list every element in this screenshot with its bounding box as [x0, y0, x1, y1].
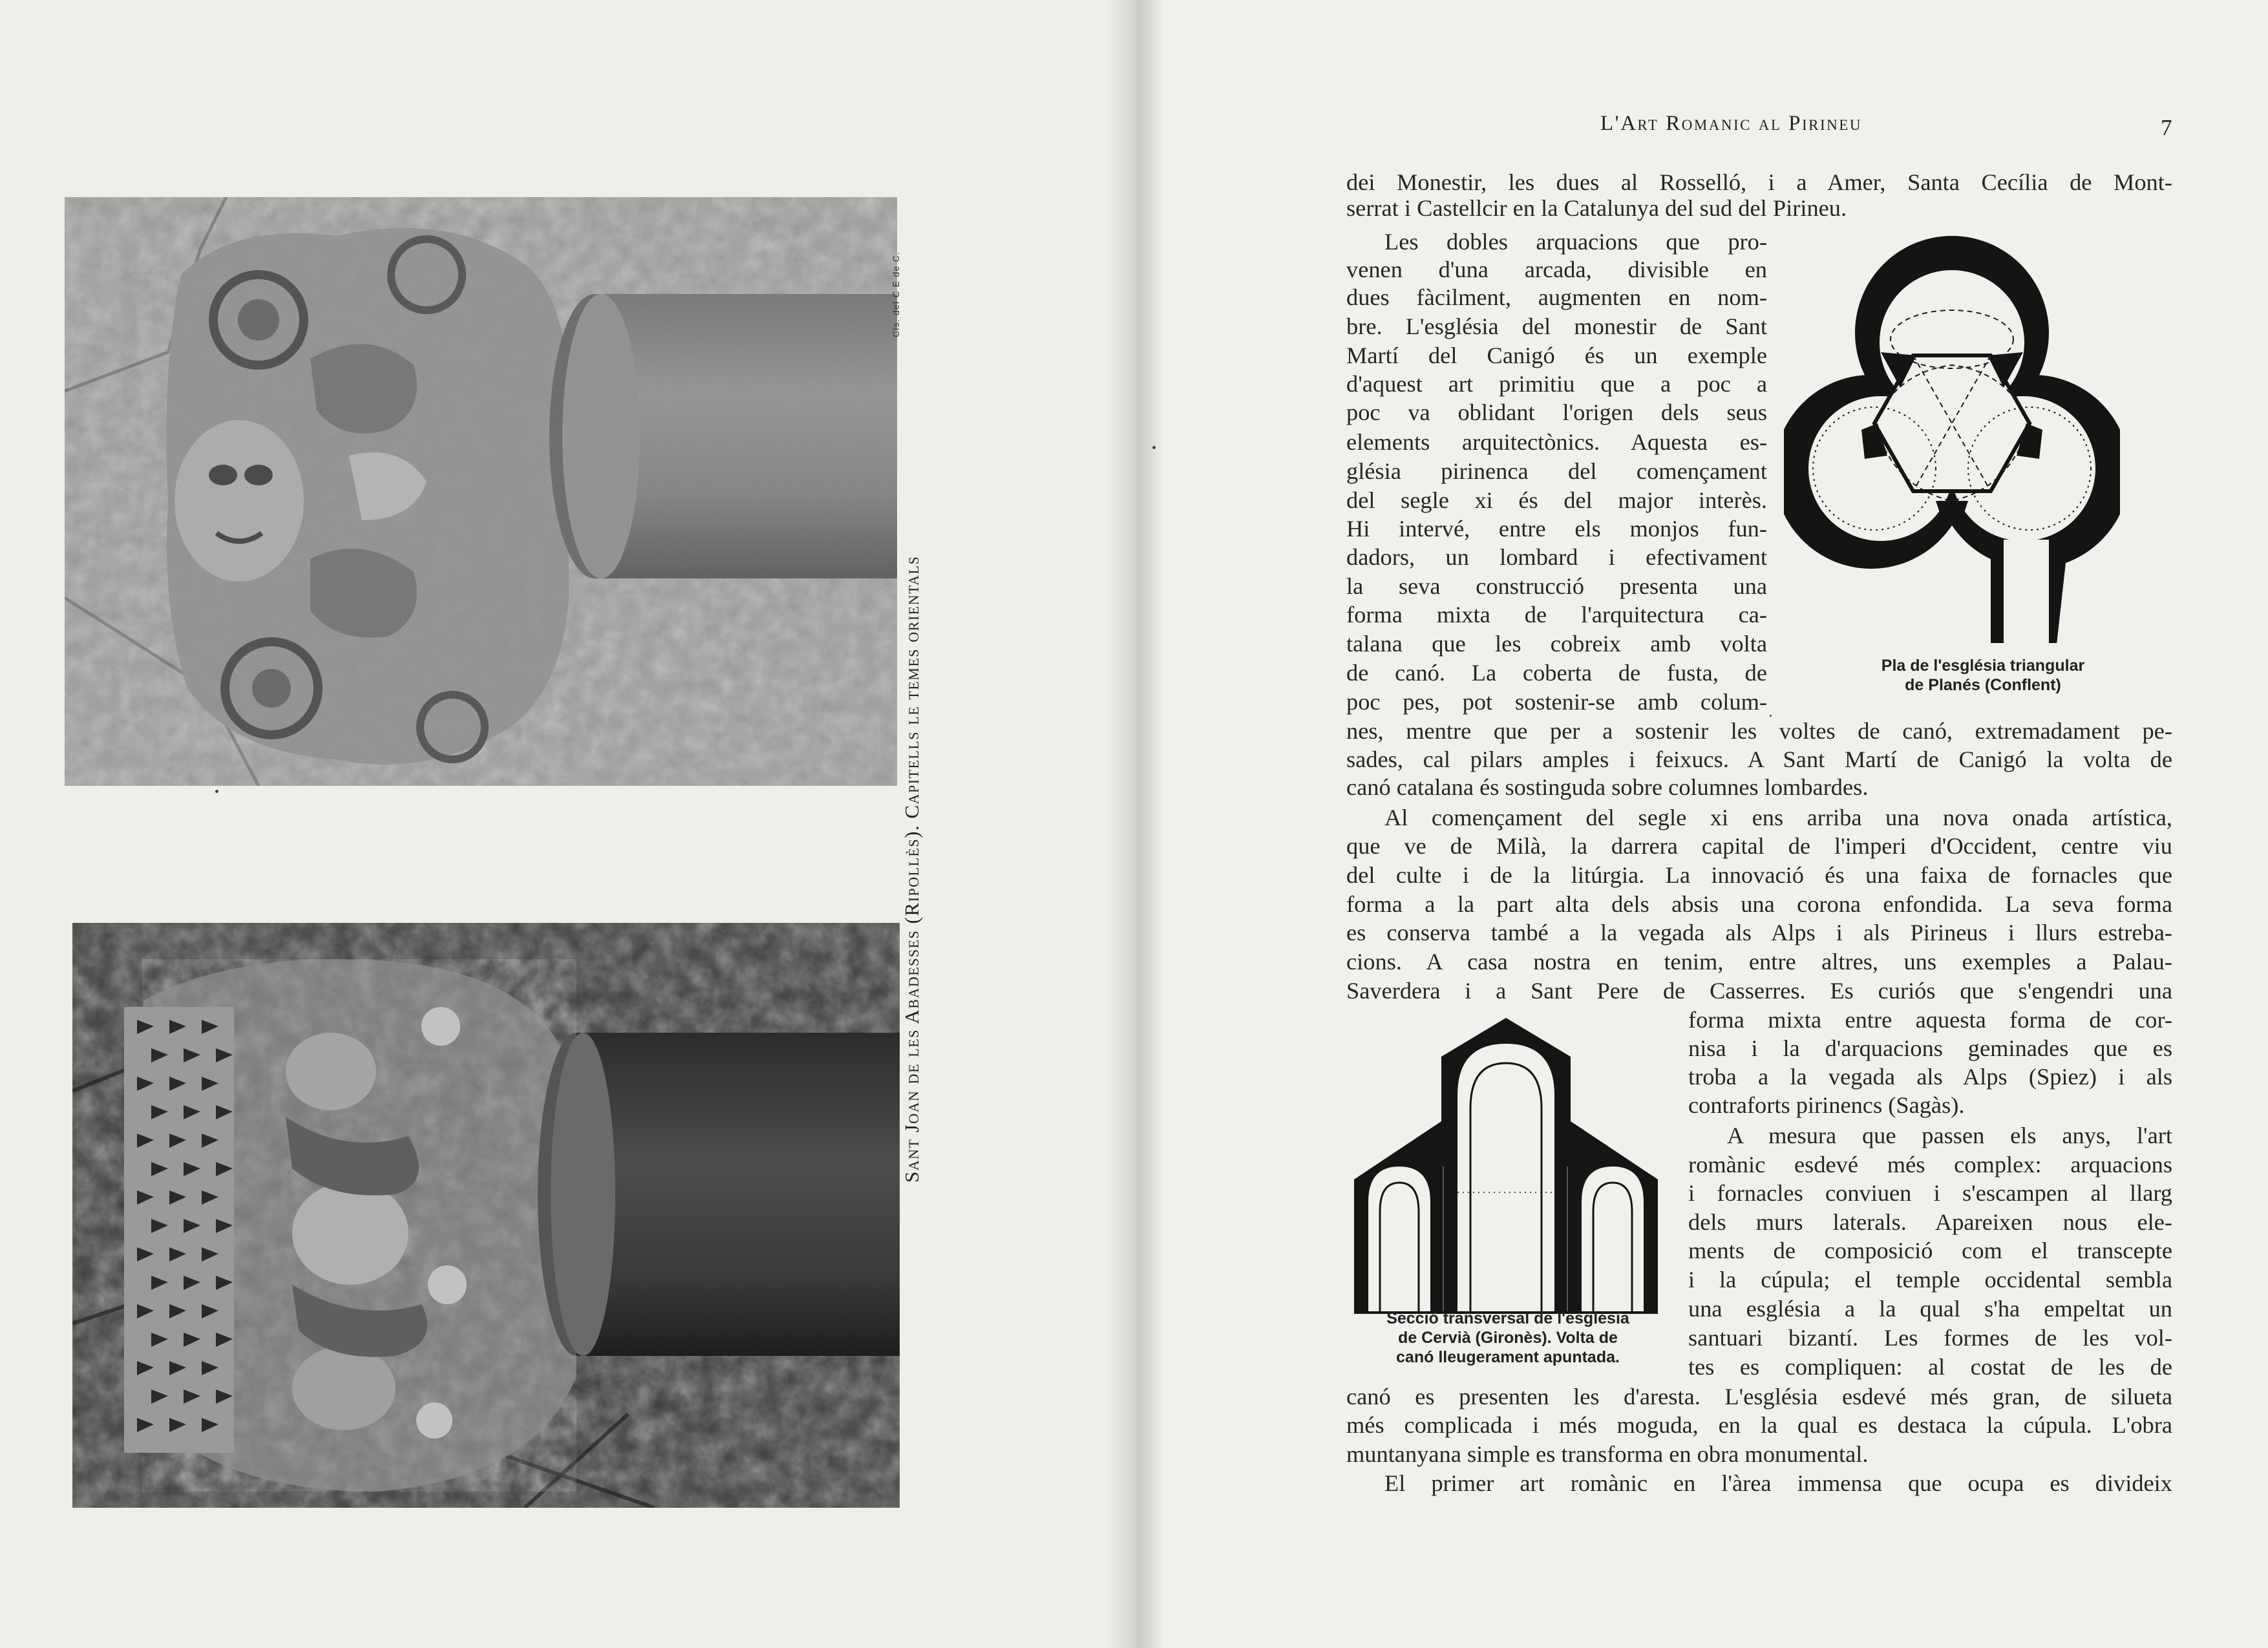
text-line: El primer art romànic en l'àrea immensa que ocupa es divideix — [1384, 1470, 2172, 1496]
text-line: poc va oblidant l'origen dels seus — [1346, 399, 1767, 425]
text-line: forma a la part alta dels absis una corona enfondida. La seva forma — [1346, 891, 2172, 917]
text-line: dadors, un lombard i efectivament — [1346, 544, 1767, 570]
church-plan-figure — [1784, 236, 2120, 643]
left-page — [0, 0, 1132, 1648]
text-line: santuari bizantí. Les formes de les vol- — [1688, 1325, 2172, 1351]
text-line: canó es presenten les d'aresta. L'església esdevé més gran, de silueta — [1346, 1384, 2172, 1410]
text-line: cions. A casa nostra en tenim, entre altres, uns exemples a Palau- — [1346, 949, 2172, 975]
text-line: Martí del Canigó és un exemple — [1346, 343, 1767, 368]
text-line: canó catalana és sostinguda sobre columnes lombardes. — [1346, 774, 1869, 800]
text-line: dues fàcilment, augmenten en nom- — [1346, 284, 1767, 310]
text-line: que ve de Milà, la darrera capital de l'imperi d'Occident, centre viu — [1346, 833, 2172, 859]
text-line: poc pes, pot sostenir-se amb colum- — [1346, 689, 1767, 715]
text-line: Saverdera i a Sant Pere de Casserres. Es curiós que s'engendri una — [1346, 978, 2172, 1004]
caption-line: Pla de l'església triangular — [1881, 657, 2085, 675]
text-line: elements arquitectònics. Aquesta es- — [1346, 429, 1767, 455]
text-line: del culte i de la litúrgia. La innovació és una faixa de fornacles que — [1346, 862, 2172, 888]
text-line: Al començament del segle xi ens arriba una nova onada artística, — [1384, 805, 2172, 830]
section-figure-caption — [1346, 1309, 1669, 1367]
text-line: romànic esdevé més complex: arquacions — [1688, 1152, 2172, 1178]
text-line: bre. L'església del monestir de Sant — [1346, 313, 1767, 339]
text-line: A mesura que passen els anys, l'art — [1727, 1123, 2172, 1148]
text-line: una església a la qual s'ha empeltat un — [1688, 1296, 2172, 1322]
text-line: més complicada i més moguda, en la qual es destaca la cúpula. L'obra — [1346, 1412, 2172, 1438]
page-number: 7 — [2161, 115, 2172, 140]
caption-line: de Planés (Conflent) — [1905, 676, 2061, 694]
text-line: contraforts pirinencs (Sagàs). — [1688, 1092, 1965, 1118]
text-line: es conserva també a la vegada als Alps i als Pirineus i llurs estreba- — [1346, 920, 2172, 945]
text-line: la seva construcció presenta una — [1346, 573, 1767, 599]
book-gutter — [1107, 0, 1165, 1648]
caption-line: canó lleugerament apuntada. — [1396, 1348, 1620, 1366]
text-line: ments de composició com el transcepte — [1688, 1238, 2172, 1263]
text-line: Hi intervé, entre els monjos fun- — [1346, 516, 1767, 542]
text-line: Les dobles arquacions que pro- — [1384, 229, 1767, 255]
text-line: muntanyana simple es transforma en obra monumental. — [1346, 1441, 1869, 1467]
text-line: del segle xi és del major interès. — [1346, 487, 1767, 513]
text-line: dels murs laterals. Apareixen nous ele- — [1688, 1209, 2172, 1235]
photo-credit: Cls. del C E de C. — [891, 251, 901, 337]
text-line: serrat i Castellcir en la Catalunya del sud del Pirineu. — [1346, 195, 1847, 221]
text-line: venen d'una arcada, divisible en — [1346, 257, 1767, 282]
text-line: sades, cal pilars amples i feixucs. A Sant Martí de Canigó la volta de — [1346, 746, 2172, 772]
plan-figure-caption — [1815, 656, 2151, 695]
photo-caption-vertical: Sant Joan de les Abadesses (Ripollès). Capitells le temes orientals — [900, 555, 923, 1183]
church-section-figure — [1354, 1018, 1658, 1314]
text-line: de canó. La coberta de fusta, de — [1346, 660, 1767, 686]
caption-line: de Cervià (Gironès). Volta de — [1398, 1329, 1618, 1347]
text-line: d'aquest art primitiu que a poc a — [1346, 371, 1767, 397]
text-line: i la cúpula; el temple occidental sembla — [1688, 1267, 2172, 1293]
text-line: i fornacles conviuen i s'escampen al llarg — [1688, 1180, 2172, 1206]
text-line: forma mixta de l'arquitectura ca- — [1346, 602, 1767, 628]
running-head: L'Art Romanic al Pirineu — [1600, 112, 1862, 135]
print-speck — [215, 790, 218, 793]
text-line: tes es compliquen: al costat de les de — [1688, 1354, 2172, 1380]
print-speck — [1770, 715, 1772, 717]
text-line: talana que les cobreix amb volta — [1346, 631, 1767, 657]
text-line: nisa i la d'arquacions geminades que es — [1688, 1035, 2172, 1061]
text-line: glésia pirinenca del començament — [1346, 458, 1767, 484]
text-line: forma mixta entre aquesta forma de cor- — [1688, 1007, 2172, 1033]
text-line: nes, mentre que per a sostenir les voltes de canó, extremadament pe- — [1346, 718, 2172, 744]
caption-line: Secció transversal de l'església — [1386, 1309, 1629, 1327]
capital-photo-bottom — [72, 923, 900, 1508]
capital-photo-top — [65, 197, 897, 786]
text-line: dei Monestir, les dues al Rosselló, i a Amer, Santa Cecília de Mont- — [1346, 169, 2172, 195]
text-line: troba a la vegada als Alps (Spiez) i als — [1688, 1064, 2172, 1090]
